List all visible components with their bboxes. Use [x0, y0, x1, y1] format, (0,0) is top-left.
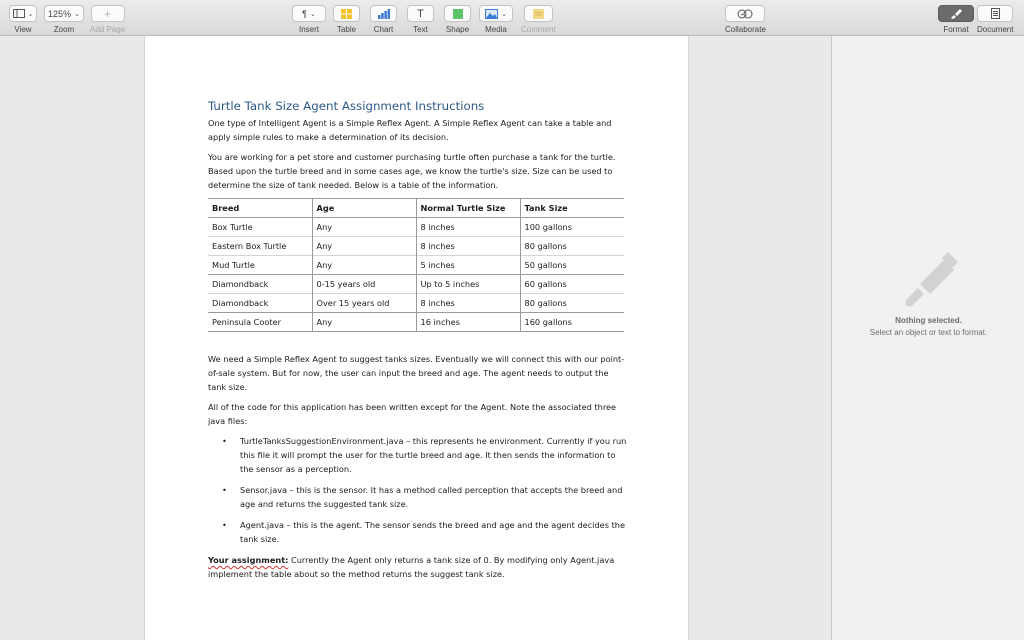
table-cell[interactable]: Eastern Box Turtle — [212, 241, 287, 251]
table-cell[interactable]: Any — [312, 256, 416, 275]
table-cell[interactable]: 80 gallons — [520, 237, 624, 256]
insert-control[interactable] — [292, 5, 326, 34]
paragraph-code[interactable]: All of the code for this application has been written except for the Agent. Note the associated three java files: — [208, 402, 617, 426]
format-label: Format — [943, 25, 969, 34]
media-label: Media — [485, 25, 507, 34]
table-row — [208, 313, 624, 332]
table-cell[interactable]: 8 inches — [416, 294, 520, 313]
document-control[interactable] — [977, 5, 1013, 34]
table-row — [208, 256, 624, 275]
header-normal-size[interactable]: Normal Turtle Size — [416, 199, 520, 218]
table-cell[interactable]: Up to 5 inches — [416, 275, 520, 294]
table-cell[interactable]: 5 inches — [416, 256, 520, 275]
table-cell[interactable]: 16 inches — [416, 313, 520, 332]
table-button[interactable] — [333, 5, 360, 22]
table-cell[interactable]: Any — [312, 237, 416, 256]
pilcrow-icon: ¶ — [302, 8, 307, 19]
table-row — [208, 294, 624, 313]
header-tank-size[interactable]: Tank Size — [520, 199, 624, 218]
list-item[interactable]: • TurtleTanksSuggestionEnvironment.java – this represents he environment. Currently if you run this file it will prompt the user for the turtle breed and age. It then sends the information to the sensor as a perception. — [222, 434, 628, 476]
collaborate-control[interactable] — [725, 5, 766, 34]
chart-button[interactable] — [370, 5, 397, 22]
svg-text:+: + — [740, 12, 745, 18]
assignment-text: Currently the Agent only returns a tank size of 0. By modifying only Agent.java implement the table about so the method returns the suggest tank size. — [208, 555, 615, 579]
chevron-down-icon: ⌄ — [74, 10, 80, 18]
chart-control[interactable] — [370, 5, 397, 34]
table-icon — [341, 9, 352, 19]
header-breed[interactable]: Breed — [212, 203, 240, 213]
shape-label: Shape — [445, 25, 470, 34]
nothing-selected-message — [832, 316, 1024, 337]
zoom-value: 125% — [48, 8, 72, 19]
text-control[interactable] — [407, 5, 434, 34]
view-label: View — [14, 25, 32, 34]
chevron-down-icon: ⌄ — [27, 10, 34, 18]
paragraph-assignment[interactable] — [208, 553, 628, 581]
table-cell[interactable]: Peninsula Cooter — [212, 317, 282, 327]
format-button[interactable] — [938, 5, 974, 22]
plus-icon: + — [104, 6, 112, 21]
media-icon — [485, 9, 498, 19]
collaborate-button[interactable] — [725, 5, 765, 22]
view-control[interactable] — [9, 5, 37, 34]
text-button[interactable] — [407, 5, 434, 22]
chevron-down-icon: ⌄ — [309, 10, 316, 18]
table-cell[interactable]: 60 gallons — [520, 275, 624, 294]
table-cell[interactable]: Mud Turtle — [212, 260, 255, 270]
nothing-selected-hint: Select an object or text to format. — [869, 328, 988, 337]
view-button[interactable] — [9, 5, 37, 22]
add-page-control[interactable] — [90, 5, 125, 34]
sidebar-view-icon — [13, 9, 25, 18]
header-age[interactable]: Age — [312, 199, 416, 218]
paragraph-intro[interactable]: One type of Intelligent Agent is a Simple Reflex Agent. A Simple Reflex Agent can take a table and apply simple rules to make a determination of its decision. — [208, 118, 612, 142]
table-cell[interactable]: Diamondback — [212, 298, 269, 308]
collaborate-icon — [737, 9, 753, 19]
zoom-control[interactable] — [44, 5, 84, 34]
table-control[interactable] — [333, 5, 360, 34]
table-cell[interactable]: 8 inches — [416, 218, 520, 237]
zoom-select[interactable] — [44, 5, 84, 22]
table-cell[interactable]: 160 gallons — [520, 313, 624, 332]
shape-button[interactable] — [444, 5, 471, 22]
text-label: Text — [413, 25, 428, 34]
comment-button[interactable] — [524, 5, 553, 22]
document-icon — [991, 8, 1000, 19]
table-cell[interactable]: Any — [312, 313, 416, 332]
add-page-button[interactable] — [91, 5, 125, 22]
document-label: Document — [977, 25, 1014, 34]
comment-icon — [533, 9, 544, 19]
table-cell[interactable]: 100 gallons — [520, 218, 624, 237]
table-row — [208, 237, 624, 256]
table-row — [208, 275, 624, 294]
table-header-row — [208, 199, 624, 218]
toolbar — [0, 0, 1024, 36]
shape-icon — [453, 9, 463, 19]
insert-label: Insert — [298, 25, 319, 34]
format-sidebar — [831, 36, 1024, 640]
document-page[interactable] — [144, 36, 689, 640]
table-cell[interactable]: 0-15 years old — [312, 275, 416, 294]
list-item[interactable]: • Sensor.java – this is the sensor. It has a method called perception that accepts the breed and age and returns the suggested tank size. — [222, 483, 628, 511]
text-icon: T — [417, 7, 424, 20]
comment-label: Comment — [521, 25, 556, 34]
paragraph-need[interactable]: We need a Simple Reflex Agent to suggest tanks sizes. Eventually we will connect this with our point-of-sale system. But for now, the user can input the breed and age. The agent needs to output the tank size. — [208, 354, 625, 392]
format-control[interactable] — [938, 5, 974, 34]
table-cell[interactable]: 80 gallons — [520, 294, 624, 313]
comment-control[interactable] — [521, 5, 556, 34]
chart-label: Chart — [373, 25, 394, 34]
collaborate-label: Collaborate — [725, 25, 766, 34]
media-button[interactable] — [479, 5, 513, 22]
turtle-tank-table[interactable] — [208, 198, 624, 332]
table-row — [208, 218, 624, 237]
table-cell[interactable]: Diamondback — [212, 279, 269, 289]
paragraph-context[interactable]: You are working for a pet store and customer purchasing turtle often purchase a tank for the turtle. Based upon the turtle breed and in some cases age, we know the turtle's size. Size can be used to determine the size of tank needed. Below is a table of the information. — [208, 152, 616, 190]
document-canvas[interactable] — [0, 36, 831, 640]
list-item[interactable]: • Agent.java – this is the agent. The sensor sends the breed and age and the agent decides the tank size. — [222, 518, 628, 546]
chevron-down-icon: ⌄ — [501, 10, 507, 18]
document-button[interactable] — [977, 5, 1013, 22]
shape-control[interactable] — [444, 5, 471, 34]
paintbrush-icon — [898, 246, 960, 308]
document-body[interactable] — [208, 98, 628, 587]
table-label: Table — [336, 25, 357, 34]
paintbrush-icon — [950, 9, 962, 19]
table-cell[interactable]: 8 inches — [416, 237, 520, 256]
table-cell[interactable]: Box Turtle — [212, 222, 253, 232]
zoom-label: Zoom — [53, 25, 75, 34]
table-cell[interactable]: 50 gallons — [520, 256, 624, 275]
java-files-list — [222, 434, 628, 546]
table-cell[interactable]: Over 15 years old — [312, 294, 416, 313]
chart-icon — [378, 9, 390, 19]
assignment-label: Your assignment: — [208, 555, 289, 565]
nothing-selected-title: Nothing selected. — [895, 316, 962, 325]
insert-button[interactable] — [292, 5, 326, 22]
media-control[interactable] — [479, 5, 513, 34]
document-title[interactable]: Turtle Tank Size Agent Assignment Instructions — [208, 99, 485, 113]
add-page-label: Add Page — [90, 25, 126, 34]
table-cell[interactable]: Any — [312, 218, 416, 237]
